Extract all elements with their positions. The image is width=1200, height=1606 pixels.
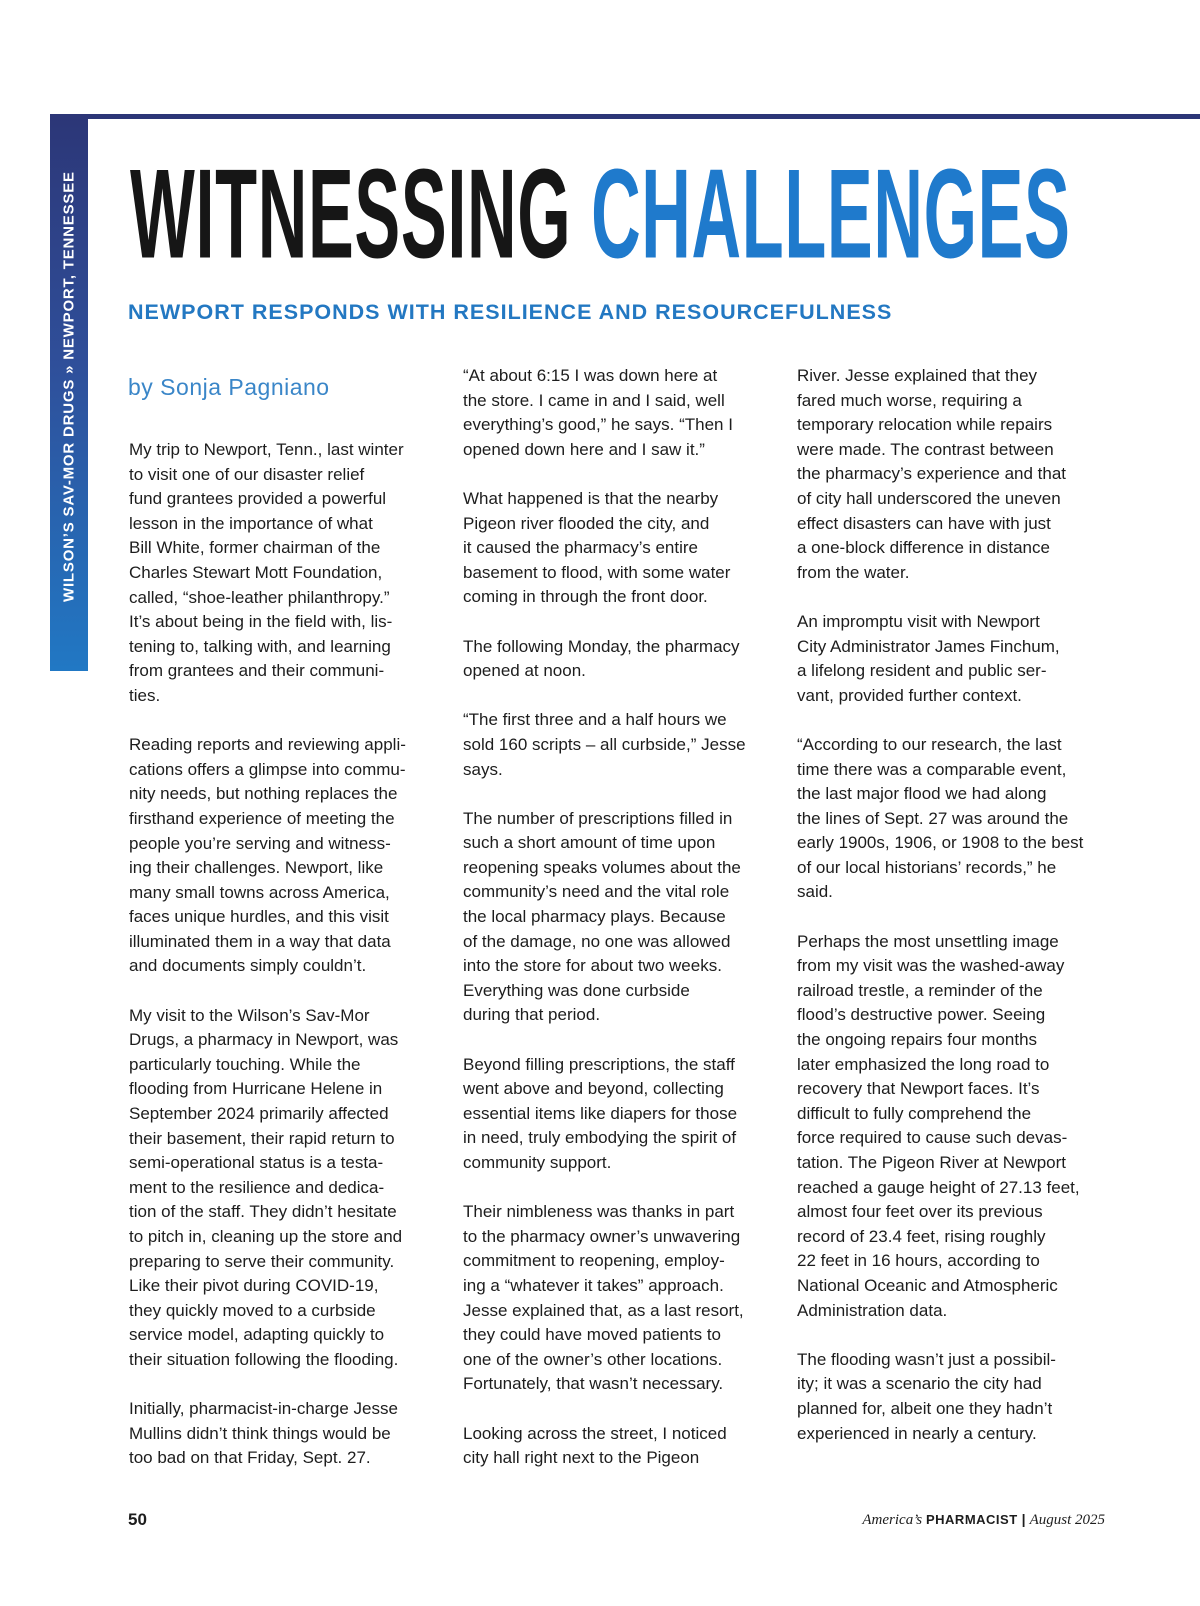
paragraph: River. Jesse explained that they fared much worse, requiring a temporary relocation while repairs were made. The contrast between the pharmacy’s experience and that of city hall underscored the uneven effect disasters can have with just a one-block difference in distance from the water. <box>797 366 1067 582</box>
paragraph: Reading reports and reviewing appli- cations offers a glimpse into commu- nity needs, but nothing replaces the firsthand experience of meeting the people you’re serving and witness- ing their challenges. Newport, like many small towns across America, faces unique hurdles, and this visit illuminated them in a way that data and documents simply couldn’t. <box>129 735 406 976</box>
headline <box>130 124 1071 307</box>
paragraph: “At about 6:15 I was down here at the store. I came in and I said, well everything’s good,” he says. “Then I opened down here and I saw it.” <box>463 366 733 459</box>
headline-word-2: CHALLENGES <box>591 144 1071 286</box>
paragraph: “According to our research, the last time there was a comparable event, the last major flood we had along the lines of Sept. 27 was around the early 1900s, 1906, or 1908 to the best of our local historians’ records,” he said. <box>797 734 1084 902</box>
headline-word-1: WITNESSING <box>130 144 572 286</box>
article-column-1 <box>129 438 449 1496</box>
issue-date: August 2025 <box>1029 1512 1105 1528</box>
paragraph: An impromptu visit with Newport City Administrator James Finchum, a lifelong resident and public ser- vant, provided further context. <box>797 611 1060 705</box>
paragraph: Looking across the street, I noticed city hall right next to the Pigeon <box>463 1423 727 1468</box>
paragraph: My trip to Newport, Tenn., last winter to visit one of our disaster relief fund grantees provided a powerful lesson in the importance of what Bill White, former chairman of the Charles Stewart Mott Foundation, called, “shoe-leather philanthropy.” It’s about being in the field with, lis- tening to, talking with, and learning from grantees and their communi- ties. <box>129 440 404 705</box>
paragraph: Their nimbleness was thanks in part to the pharmacy owner’s unwavering commitment to reopening, employ- ing a “whatever it takes” approach. Jesse explained that, as a last resort, they could have moved patients to one of the owner’s other locations. Fortunately, that wasn’t necessary. <box>463 1202 744 1394</box>
top-rule <box>50 114 1200 119</box>
paragraph: What happened is that the nearby Pigeon river flooded the city, and it caused the pharmacy’s entire basement to flood, with some water coming in through the front door. <box>463 488 731 607</box>
page-number: 50 <box>128 1510 147 1529</box>
publication-name: PHARMACIST <box>925 1512 1018 1527</box>
paragraph: The number of prescriptions filled in such a short amount of time upon reopening speaks volumes about the community’s need and the vital role the local pharmacy plays. Because of the damage, no one was allowed into the store for about two weeks. Everything was done curbside during that period. <box>463 808 741 1025</box>
publication-folio <box>862 1511 1105 1529</box>
paragraph: Beyond filling prescriptions, the staff went above and beyond, collecting essential items like diapers for those in need, truly embodying the spirit of community support. <box>463 1054 738 1172</box>
subheadline: NEWPORT RESPONDS WITH RESILIENCE AND RESOURCEFULNESS <box>128 300 893 324</box>
paragraph: The following Monday, the pharmacy opened at noon. <box>463 636 740 681</box>
byline: by Sonja Pagniano <box>128 374 330 400</box>
article-column-2 <box>463 364 783 1495</box>
paragraph: “The first three and a half hours we sold 160 scripts – all curbside,” Jesse says. <box>463 710 746 779</box>
side-tab-label: WILSON’S SAV-MOR DRUGS » NEWPORT, TENNESSEE <box>60 171 78 602</box>
publication-prefix: America’s <box>862 1512 923 1528</box>
section-side-tab <box>50 114 88 671</box>
paragraph: My visit to the Wilson’s Sav-Mor Drugs, a pharmacy in Newport, was particularly touching. While the flooding from Hurricane Helene in September 2024 primarily affected their basement, their rapid return to semi-operational status is a testa- ment to the resilience and dedica- tion of the staff. They didn’t hesitate to pitch in, cleaning up the store and preparing to serve their community. Like their pivot during COVID-19, they quickly moved to a curbside service model, adapting quickly to their situation following the flooding. <box>129 1005 403 1369</box>
paragraph: The flooding wasn’t just a possibil- ity; it was a scenario the city had planned for, albeit one they hadn’t experienced in nearly a century. <box>797 1349 1056 1443</box>
folio-separator: | <box>1021 1511 1026 1527</box>
paragraph: Initially, pharmacist-in-charge Jesse Mullins didn’t think things would be too bad on that Friday, Sept. 27. <box>129 1399 398 1468</box>
paragraph: Perhaps the most unsettling image from my visit was the washed-away railroad trestle, a reminder of the flood’s destructive power. Seeing the ongoing repairs four months later emphasized the long road to recovery that Newport faces. It’s difficult to fully comprehend the force required to cause such devas- tation. The Pigeon River at Newport reached a gauge height of 27.13 feet, almost four feet over its previous record of 23.4 feet, rising roughly 22 feet in 16 hours, according to National Oceanic and Atmospheric Administration data. <box>797 931 1080 1320</box>
article-column-3 <box>797 364 1117 1471</box>
